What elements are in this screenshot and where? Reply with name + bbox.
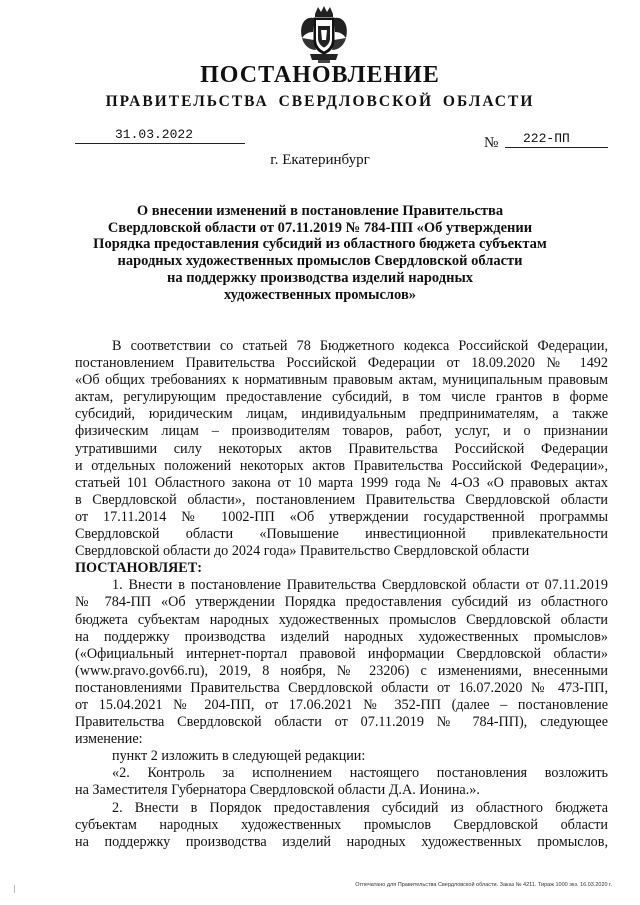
body-line: на Заместителя Губернатора Свердловской области Д.А. Ионина.». — [75, 782, 480, 799]
print-note: Отпечатано для Правительства Свердловской области. Заказ № 4211. Тираж 1000 экз. 16.03.2020 г. — [355, 882, 612, 888]
body-line: 2. Внести в Порядок предоставления субсидий из областного бюджета — [112, 799, 608, 816]
body-line: («Официальный интернет-портал правовой информации Свердловской области» — [75, 645, 608, 662]
body-line: изменение: — [75, 731, 143, 748]
resolve-label: ПОСТАНОВЛЯЕТ: — [75, 560, 202, 577]
body-line: Свердловской области «Повышение инвестиционной привлекательности — [75, 526, 608, 543]
body-line: физическим лицам – производителям товаров, работ, услуг, и о признании — [75, 423, 608, 440]
document-date: 31.03.2022 — [115, 127, 194, 142]
body-line: Свердловской области до 2024 года» Правительство Свердловской области — [75, 543, 530, 560]
body-line: утратившими силу некоторых актов Правительства Российской Федерации — [75, 440, 608, 457]
body-line: и отдельных положений некоторых актов Правительства Российской Федерации», — [75, 457, 608, 474]
body-line: (www.pravo.gov66.ru), 2019, 8 ноября, № 23206) с изменениями, внесенными — [75, 662, 608, 679]
heading-line: О внесении изменений в постановление Правительства — [136, 203, 504, 219]
date-field — [75, 127, 245, 144]
document-body — [75, 338, 608, 851]
body-line: в Свердловской области», постановлением Правительства Свердловской области — [75, 491, 608, 508]
document-heading — [90, 203, 550, 303]
heading-line: на поддержку производства изделий народных — [166, 269, 474, 286]
body-line: «2. Контроль за исполнением настоящего постановления возложить — [112, 765, 608, 782]
document-title: ПОСТАНОВЛЕНИЕ — [200, 62, 440, 88]
body-line: «Об общих требованиях к нормативным правовым актам, муниципальным правовым — [75, 372, 608, 389]
document-subtitle: ПРАВИТЕЛЬСТВА СВЕРДЛОВСКОЙ ОБЛАСТИ — [105, 93, 535, 110]
body-line: субсидий, юридическим лицам, индивидуальным предпринимателям, а также — [75, 406, 608, 423]
body-line: от 17.11.2014 № 1002-ПП «Об утверждении государственной программы — [75, 508, 608, 525]
heading-line: Свердловской области от 07.11.2019 № 784-ПП «Об утверждении — [107, 219, 533, 236]
body-line: № 784-ПП «Об утверждении Порядка предоставления субсидий из областного — [75, 594, 608, 611]
heading-line: художественных промыслов» — [223, 286, 417, 303]
heading-line: Порядка предоставления субсидий из областного бюджета субъектам — [93, 236, 547, 253]
body-line: 1. Внести в постановление Правительства Свердловской области от 07.11.2019 — [112, 577, 608, 594]
heading-line: народных художественных промыслов Свердловской области — [117, 253, 523, 270]
body-line: Правительства Свердловской области от 07.11.2019 № 784-ПП), следующее — [75, 714, 608, 731]
body-line: В соответствии со статьей 78 Бюджетного кодекса Российской Федерации, — [112, 338, 608, 354]
body-line: бюджета субъектам народных художественных промыслов Свердловской области — [75, 611, 608, 628]
number-field — [505, 131, 608, 148]
number-sign: № — [484, 135, 499, 151]
body-line: от 15.04.2021 № 204-ПП, от 17.06.2021 № 352-ПП (далее – постановление — [75, 696, 608, 713]
coat-of-arms-icon — [296, 4, 352, 64]
city-label: г. Екатеринбург — [270, 152, 370, 168]
body-line: постановлением Правительства Российской Федерации от 18.09.2020 № 1492 — [75, 355, 608, 372]
body-line: статьей 101 Областного закона от 10 марта 1999 года № 4-ОЗ «О правовых актах — [75, 474, 608, 491]
document-number: 222-ПП — [523, 131, 570, 146]
body-line: постановлениями Правительства Свердловской области от 16.07.2020 № 473-ПП, — [75, 679, 608, 696]
body-line: пункт 2 изложить в следующей редакции: — [112, 748, 366, 765]
margin-mark — [14, 885, 15, 893]
body-line: на поддержку производства изделий народных художественных промыслов, — [75, 833, 608, 850]
body-line: на поддержку производства изделий народных художественных промыслов» — [75, 628, 608, 645]
body-line: актам, регулирующим предоставление субсидий, в том числе грантов в форме — [75, 389, 608, 406]
body-line: субъектам народных художественных промыслов Свердловской области — [75, 816, 608, 833]
